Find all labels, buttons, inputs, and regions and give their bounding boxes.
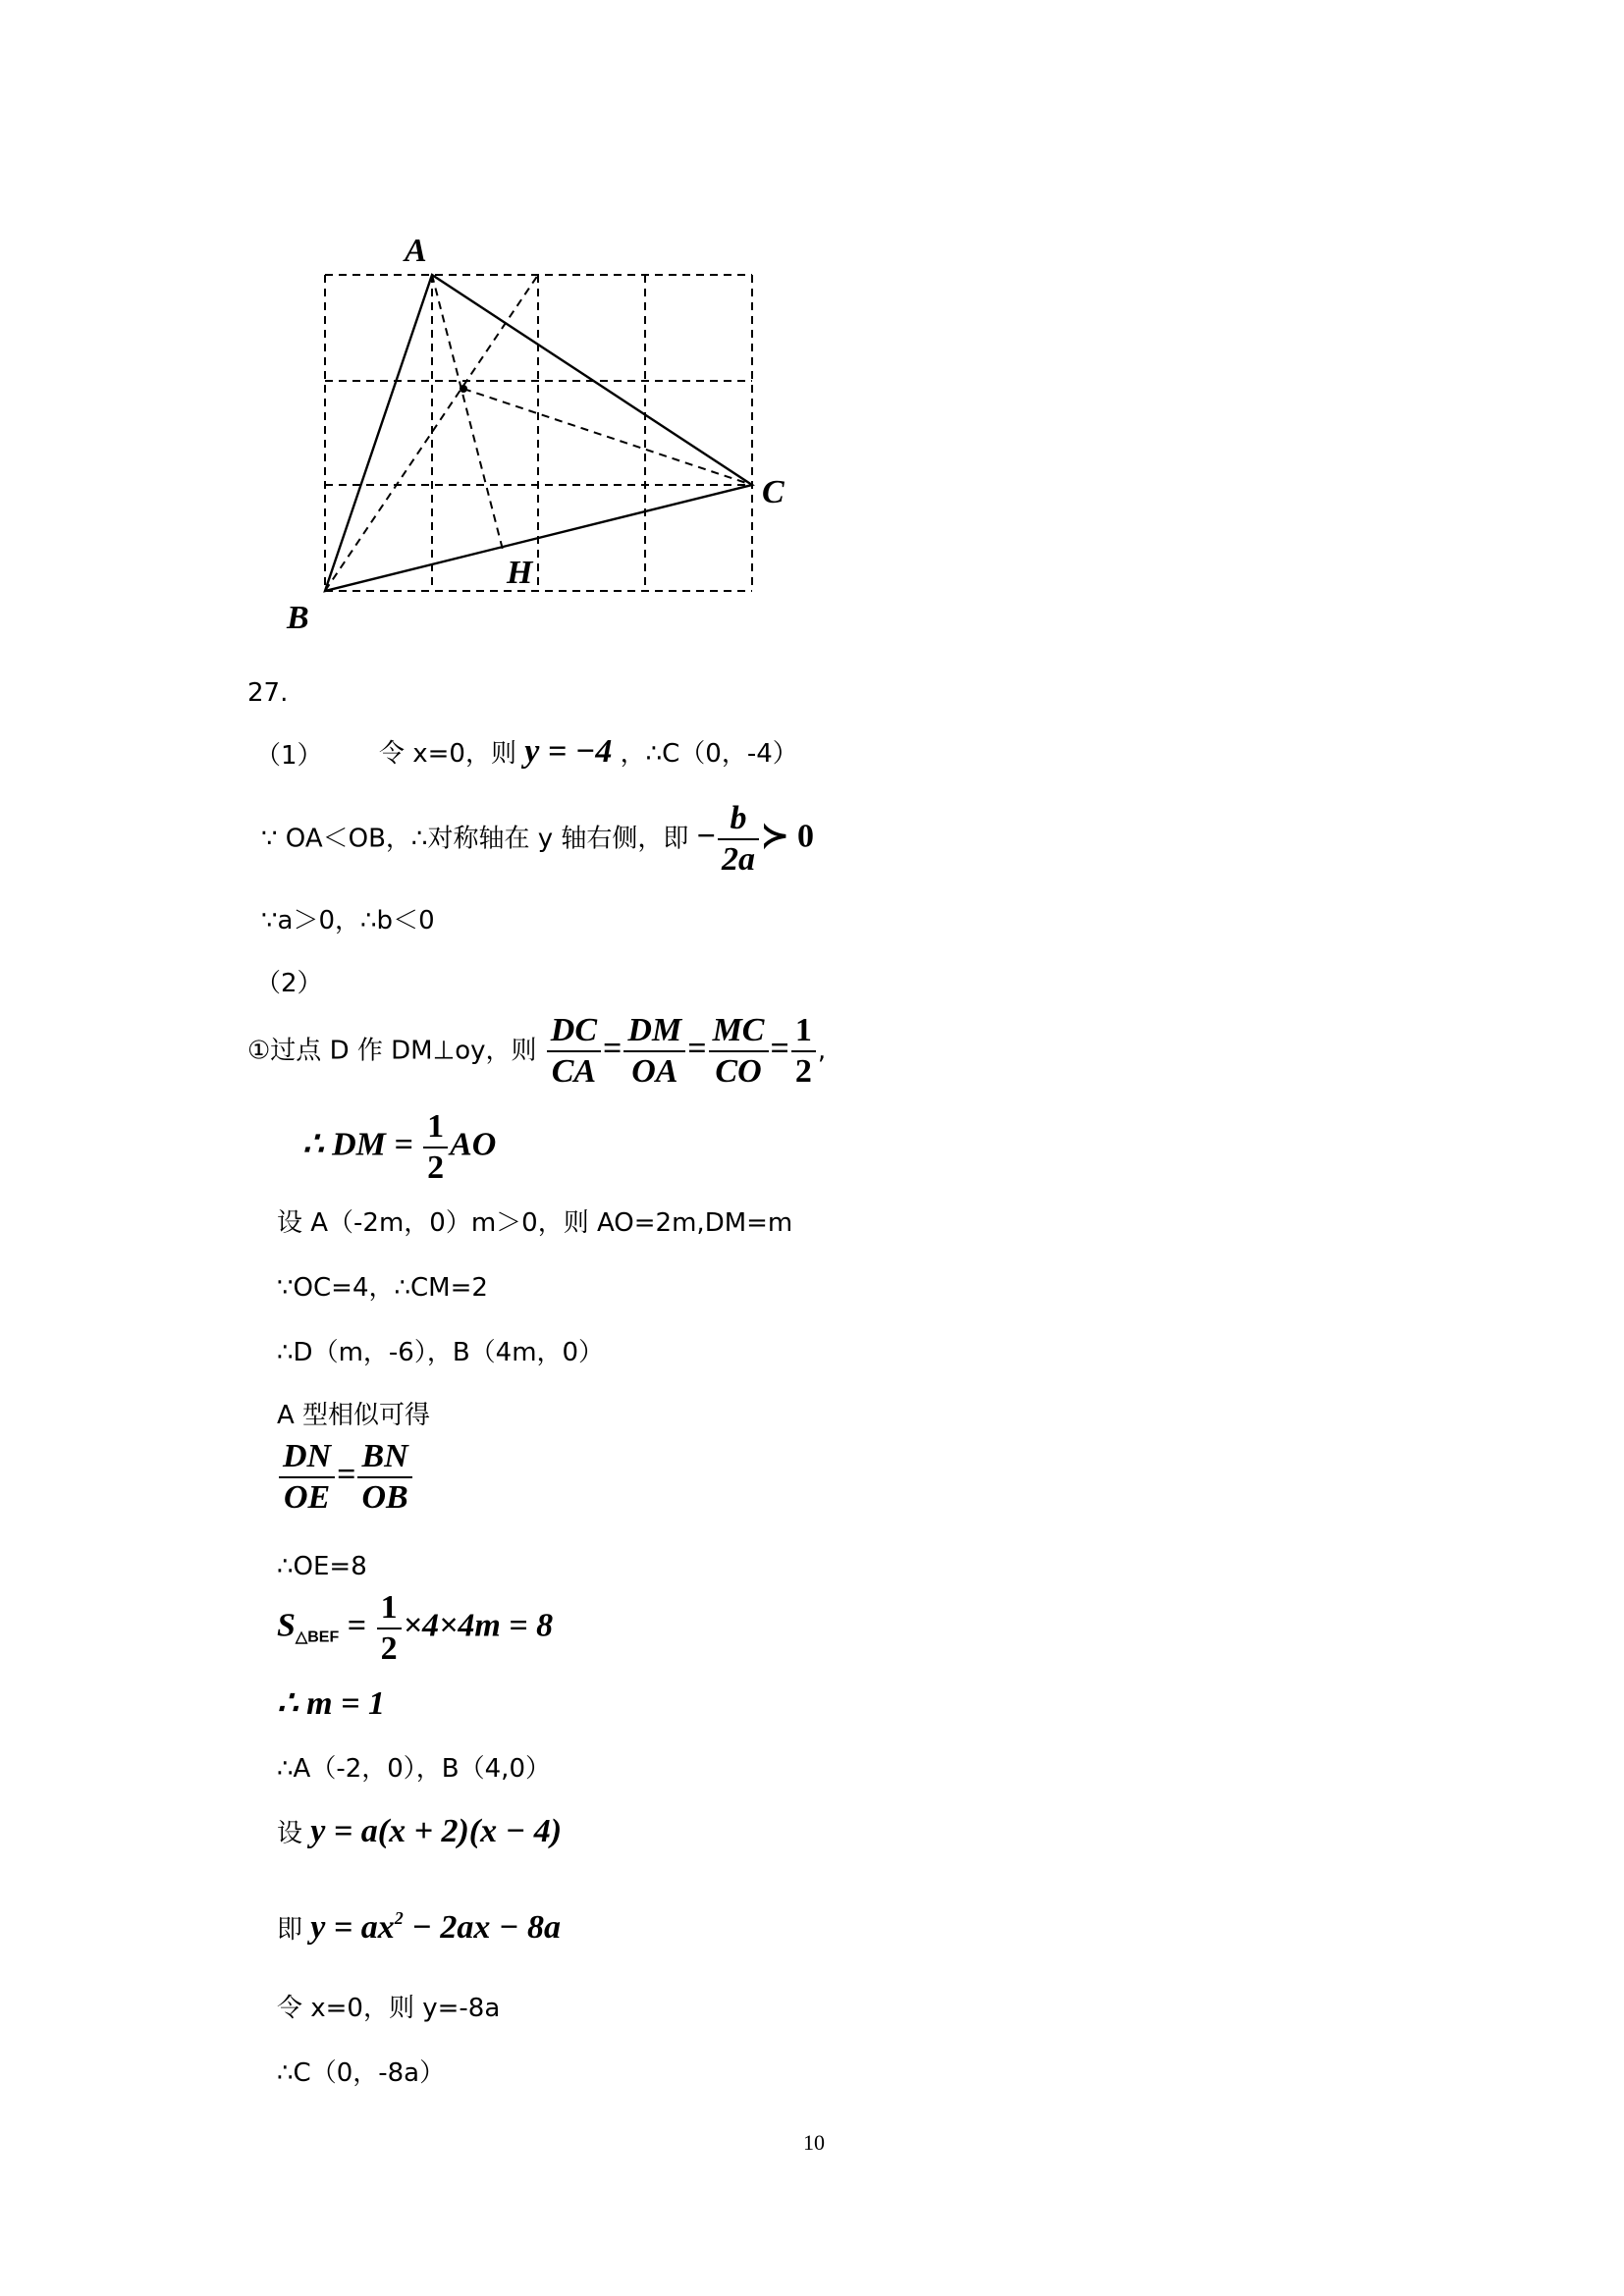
expand-line bbox=[277, 1902, 561, 1946]
frac-dm-oa-num: DM bbox=[623, 1011, 685, 1052]
m-eq: ∴ m = 1 bbox=[277, 1685, 385, 1722]
part1-line1-text: 令 x=0，则 bbox=[379, 739, 516, 769]
expand-label: 即 bbox=[277, 1915, 303, 1945]
intersection-point bbox=[460, 385, 467, 393]
frac-bn-ob-den: OB bbox=[361, 1479, 408, 1516]
oc-line: ∵OC=4，∴CM=2 bbox=[277, 1273, 488, 1303]
part1-line1-math: y = −4 bbox=[524, 733, 613, 770]
frac-mc-co bbox=[709, 1011, 769, 1092]
area-half-den: 2 bbox=[380, 1630, 398, 1667]
set-y-label: 设 bbox=[277, 1819, 303, 1848]
part1-line3: ∵a＞0，∴b＜0 bbox=[261, 906, 435, 935]
ab-line: ∴A（-2，0），B（4,0） bbox=[277, 1754, 551, 1784]
oe-line: ∴OE=8 bbox=[277, 1552, 367, 1581]
part1-line1-tail: ，∴C（0，-4） bbox=[620, 739, 798, 769]
label-C: C bbox=[762, 474, 785, 510]
frac-dn-oe-den: OE bbox=[283, 1479, 331, 1516]
area-sub: △BEF bbox=[295, 1629, 340, 1646]
frac-dm-oa bbox=[623, 1011, 685, 1092]
area-equation: $S_{\triangle BEF}$ = $\frac{1}{2}$ ×4×4m = 8 bbox=[277, 1589, 554, 1667]
dm-half bbox=[423, 1107, 448, 1188]
area-s: S bbox=[277, 1607, 296, 1644]
frac-one-half-den: 2 bbox=[794, 1053, 812, 1090]
frac-dm-oa-den: OA bbox=[631, 1053, 678, 1090]
expand-math-a: y = ax bbox=[310, 1909, 395, 1946]
label-A: A bbox=[405, 233, 427, 269]
m-equation bbox=[277, 1685, 385, 1722]
b-over-2a-den: 2a bbox=[722, 841, 756, 878]
triangle-grid-figure bbox=[275, 226, 825, 638]
dm-equation bbox=[302, 1107, 496, 1188]
part1-line2-rel: ≻ 0 bbox=[761, 818, 815, 855]
frac-dc-ca-num: DC bbox=[547, 1011, 601, 1052]
set-y-math: y = a(x + 2)(x − 4) bbox=[310, 1813, 563, 1849]
b-over-2a bbox=[718, 799, 759, 880]
part1-line2: ∵ OA＜OB，∴对称轴在 y 轴右侧，即 − $\frac{b}{2a}$ ≻ 0 bbox=[261, 800, 815, 878]
frac-bn-ob-num: BN bbox=[357, 1437, 411, 1478]
part1-line2-text: ∵ OA＜OB，∴对称轴在 y 轴右侧，即 bbox=[261, 824, 689, 854]
part1-label: （1） bbox=[255, 741, 323, 771]
frac-one-half-num: 1 bbox=[791, 1011, 816, 1052]
part2-line1: ①过点 D 作 DM⊥oy，则 $\frac{DC}{CA}$ = $\frac{DM}{OA}$ = $\frac{MC}{CO}$ = $\frac{1}{2}$ , bbox=[247, 1012, 827, 1090]
frac-dn-oe bbox=[279, 1437, 335, 1518]
frac-mc-co-num: MC bbox=[709, 1011, 769, 1052]
dm-half-den: 2 bbox=[427, 1149, 445, 1186]
d-b-line: ∴D（m，-6），B（4m，0） bbox=[277, 1338, 605, 1367]
frac-dn-oe-num: DN bbox=[279, 1437, 335, 1478]
problem-number: 27. bbox=[247, 678, 289, 708]
expand-sup: 2 bbox=[394, 1908, 404, 1928]
frac-bn-ob bbox=[357, 1437, 411, 1518]
let-x-line: 令 x=0，则 y=-8a bbox=[277, 1994, 501, 2023]
dm-half-num: 1 bbox=[423, 1107, 448, 1148]
dm-lhs: ∴ DM = bbox=[302, 1126, 413, 1163]
frac-one-half bbox=[791, 1011, 816, 1092]
part1-line1 bbox=[379, 733, 798, 770]
set-y-line bbox=[277, 1813, 563, 1849]
expand-math-b: − 2ax − 8a bbox=[403, 1909, 561, 1946]
dm-rhs: AO bbox=[450, 1126, 497, 1163]
dashed-grid bbox=[325, 275, 752, 591]
set-a-line: 设 A（-2m，0）m＞0，则 AO=2m,DM=m bbox=[277, 1208, 793, 1238]
page-number: 10 bbox=[803, 2130, 825, 2155]
frac-dc-ca bbox=[547, 1011, 601, 1092]
frac-dc-ca-den: CA bbox=[551, 1053, 597, 1090]
frac-mc-co-den: CO bbox=[715, 1053, 762, 1090]
b-over-2a-num: b bbox=[718, 799, 759, 840]
area-half-num: 1 bbox=[377, 1588, 402, 1629]
c-point-line: ∴C（0，-8a） bbox=[277, 2058, 446, 2088]
dn-bn-equation: $\frac{DN}{OE}$ = $\frac{BN}{OB}$ bbox=[277, 1437, 414, 1518]
part2-label: （2） bbox=[255, 969, 323, 998]
part2-line1-text: ①过点 D 作 DM⊥oy，则 bbox=[247, 1036, 537, 1066]
area-rhs: ×4×4m = 8 bbox=[403, 1607, 554, 1644]
area-half bbox=[377, 1588, 402, 1669]
label-H: H bbox=[507, 555, 533, 591]
label-B: B bbox=[287, 600, 309, 636]
similar-line: A 型相似可得 bbox=[277, 1401, 431, 1430]
